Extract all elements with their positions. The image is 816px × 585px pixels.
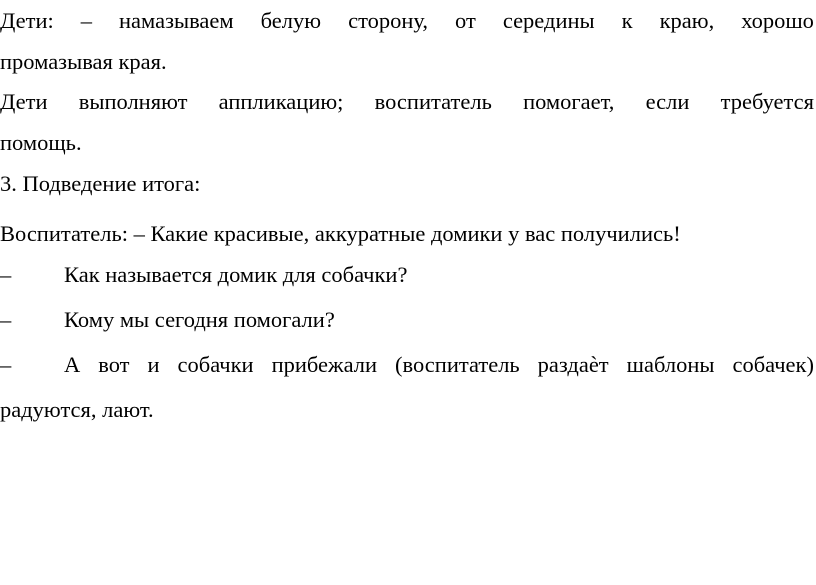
word: раздаѐт xyxy=(537,352,609,377)
section-heading: 3. Подведение итога: xyxy=(0,171,201,196)
word: требуется xyxy=(720,89,814,114)
list-item-line2: радуются, лают. xyxy=(0,397,154,422)
word: воспитатель xyxy=(374,89,492,114)
word: (воспитатель xyxy=(395,352,520,377)
list-dash: – xyxy=(0,262,12,287)
list-dash: – xyxy=(0,352,12,377)
word: белую xyxy=(260,8,322,33)
list-item: Кому мы сегодня помогали? xyxy=(64,307,335,332)
word: собачки xyxy=(177,352,254,377)
word: от xyxy=(455,8,476,33)
word: – xyxy=(80,8,92,33)
word: выполняют xyxy=(78,89,188,114)
word: к xyxy=(621,8,633,33)
para3: Воспитатель: – Какие красивые, аккуратные домики у вас получились! xyxy=(0,221,681,246)
list-item: Как называется домик для собачки? xyxy=(64,262,408,287)
list-dash: – xyxy=(0,307,12,332)
word: Дети xyxy=(0,89,48,114)
list-item-line1 xyxy=(64,352,814,378)
word: вот xyxy=(98,352,130,377)
word: краю, xyxy=(659,8,715,33)
word: аппликацию; xyxy=(218,89,344,114)
para2-line1 xyxy=(0,89,814,115)
word: хорошо xyxy=(741,8,814,33)
para1-line2: промазывая края. xyxy=(0,49,167,74)
word: намазываем xyxy=(118,8,234,33)
word: прибежали xyxy=(271,352,378,377)
word: если xyxy=(645,89,690,114)
para2-line2: помощь. xyxy=(0,130,82,155)
word: середины xyxy=(502,8,595,33)
word: и xyxy=(147,352,160,377)
word: помогает, xyxy=(523,89,615,114)
word: шаблоны xyxy=(626,352,715,377)
word: собачек) xyxy=(732,352,814,377)
word: Дети: xyxy=(0,8,54,33)
word: сторону, xyxy=(348,8,429,33)
para1-line1 xyxy=(0,8,814,34)
word: А xyxy=(64,352,81,377)
